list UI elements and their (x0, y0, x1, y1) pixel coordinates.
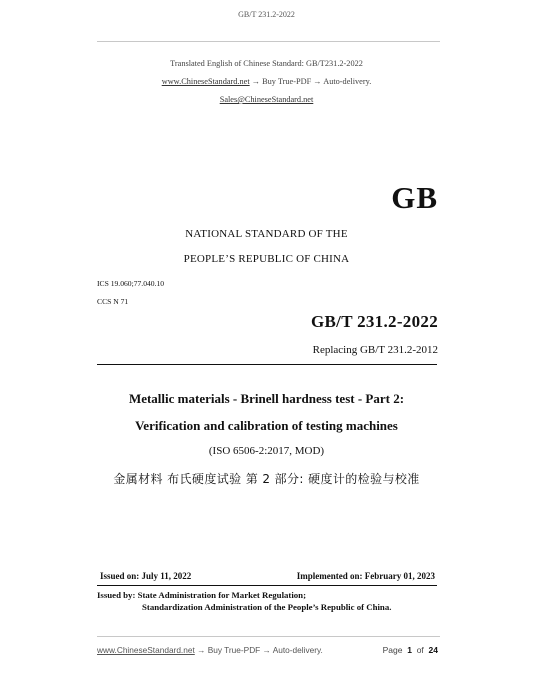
site-link[interactable]: www.ChineseStandard.net (161, 77, 250, 86)
page-total: 24 (428, 645, 438, 655)
promo-email-line (0, 95, 533, 104)
national-standard-line1: NATIONAL STANDARD OF THE (185, 228, 348, 240)
page-current: 1 (407, 645, 412, 655)
issued-date: Issued on: July 11, 2022 (100, 571, 192, 581)
iso-reference: (ISO 6506-2:2017, MOD) (208, 445, 325, 457)
ccs-code: CCS N 71 (97, 297, 129, 306)
issuer-line2: Standardization Administration of the People’s Republic of China. (142, 602, 392, 612)
footer-divider (97, 636, 440, 637)
footer-buy-text: → Buy True-PDF → Auto-delivery. (194, 645, 323, 655)
footer-promo (97, 645, 323, 655)
implemented-date: Implemented on: February 01, 2023 (296, 571, 435, 581)
page-of: of (416, 645, 424, 655)
promo-line: Translated English of Chinese Standard: GB/T231.2-2022 (170, 59, 363, 68)
email-link[interactable]: Sales@ChineseStandard.net (219, 95, 314, 104)
title-line2: Verification and calibration of testing machines (135, 418, 398, 433)
header-divider (97, 41, 440, 42)
standard-code: GB/T 231.2-2022 (311, 312, 438, 331)
running-header: GB/T 231.2-2022 (238, 10, 295, 19)
promo-buy-line (0, 77, 533, 86)
buy-text: → Buy True-PDF → Auto-delivery. (249, 77, 372, 86)
title-rule (97, 364, 437, 365)
chinese-title: 金属材料 布氏硬度试验 第 2 部分: 硬度计的检验与校准 (113, 472, 420, 486)
national-standard-line2: PEOPLE’S REPUBLIC OF CHINA (183, 253, 350, 265)
gb-logo: GB (391, 180, 438, 215)
ics-code: ICS 19.060;77.040.10 (97, 279, 165, 288)
issuer-line1: Issued by: State Administration for Market Regulation; (97, 590, 307, 600)
page-label: Page (382, 645, 403, 655)
footer-site-link[interactable]: www.ChineseStandard.net (97, 645, 195, 655)
page-indicator (383, 645, 438, 655)
replacing-text: Replacing GB/T 231.2-2012 (312, 344, 438, 356)
title-line1: Metallic materials - Brinell hardness test - Part 2: (128, 391, 405, 406)
dates-rule (97, 585, 437, 586)
